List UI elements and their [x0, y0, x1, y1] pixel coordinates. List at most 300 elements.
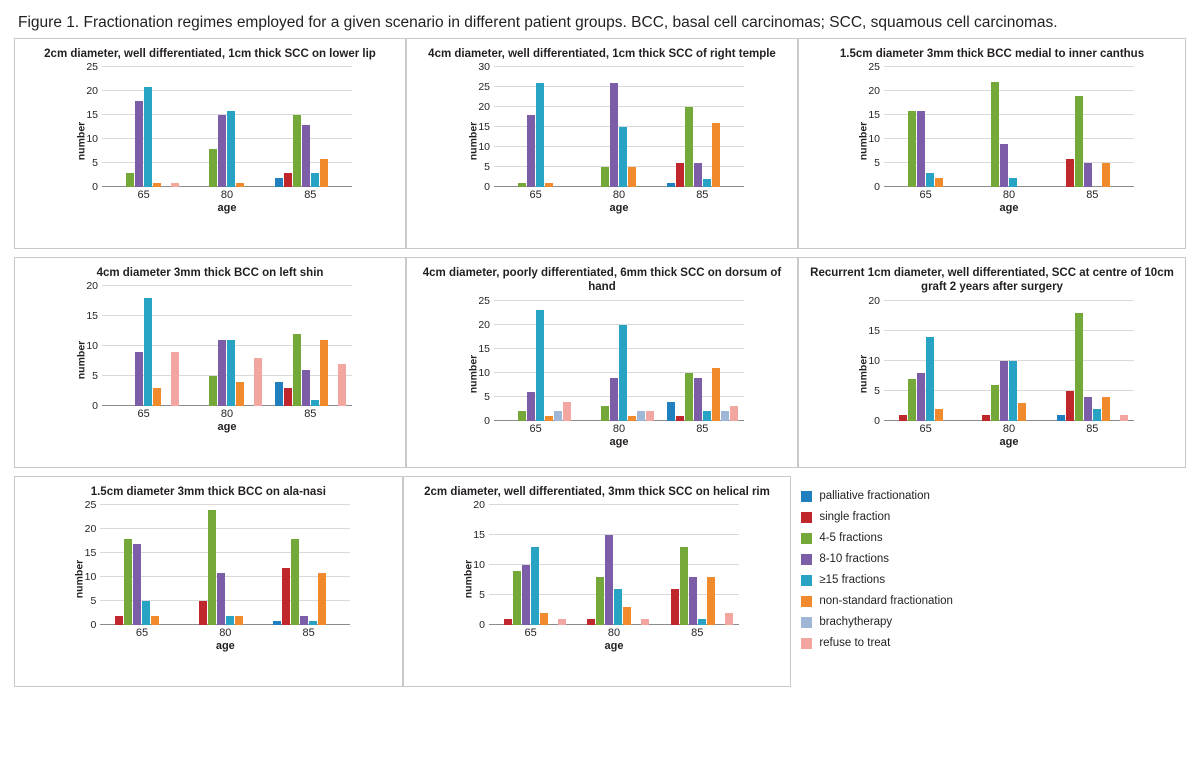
bar — [707, 577, 715, 625]
legend-swatch-icon — [801, 638, 812, 649]
legend-swatch-icon — [801, 596, 812, 607]
y-axis-label: number — [75, 340, 88, 380]
bar-group — [269, 286, 352, 406]
bar — [982, 415, 990, 421]
bar — [284, 173, 292, 187]
bar — [917, 111, 925, 188]
bar — [667, 402, 675, 421]
bar — [293, 334, 301, 406]
y-axis-label: number — [467, 121, 480, 161]
x-tick-labels — [494, 423, 744, 435]
bar — [311, 173, 319, 187]
legend-label: 4-5 fractions — [819, 532, 883, 544]
bar — [545, 416, 553, 421]
chart-panel-0 — [14, 38, 406, 249]
x-tick-label: 65 — [919, 422, 932, 435]
bar — [554, 411, 562, 421]
bar — [254, 358, 262, 406]
chart-legend — [791, 476, 1186, 687]
bar — [227, 111, 235, 188]
chart-panel-7 — [403, 476, 792, 687]
bar-group — [494, 67, 577, 187]
x-axis-label: age — [999, 435, 1019, 448]
bar — [596, 577, 604, 625]
plot-area — [84, 499, 350, 632]
bar — [694, 163, 702, 187]
y-tick-label: 25 — [86, 61, 98, 74]
chart-panel-3 — [14, 257, 406, 468]
y-tick-label: 5 — [90, 595, 97, 608]
bar — [926, 173, 934, 187]
bar — [171, 183, 179, 188]
bar — [217, 573, 225, 626]
y-tick-label: 0 — [92, 400, 98, 413]
bar — [309, 621, 317, 626]
legend-item-5 — [801, 595, 1186, 607]
y-tick-label: 0 — [484, 414, 490, 427]
bar — [273, 621, 281, 626]
bar — [587, 619, 595, 625]
bar — [1000, 144, 1008, 187]
y-axis-label: number — [462, 559, 475, 599]
x-tick-label: 80 — [219, 627, 232, 640]
x-tick-label: 80 — [612, 422, 626, 435]
x-tick-labels — [102, 408, 352, 420]
x-tick-labels — [884, 189, 1134, 201]
y-tick-label: 20 — [86, 85, 98, 98]
y-tick-label: 15 — [473, 529, 485, 542]
bar — [1000, 361, 1008, 421]
bar — [144, 298, 152, 406]
legend-label: palliative fractionation — [819, 490, 930, 502]
bar — [991, 82, 999, 188]
bar-group — [102, 67, 185, 187]
bar — [235, 616, 243, 626]
y-tick-label: 5 — [92, 370, 98, 383]
bar — [1120, 415, 1128, 421]
bar — [637, 411, 645, 421]
bar — [628, 416, 636, 421]
bar-group — [661, 67, 744, 187]
legend-item-1 — [801, 511, 1186, 523]
x-tick-label: 80 — [220, 408, 234, 421]
bar — [908, 111, 916, 188]
y-tick-label: 0 — [874, 181, 880, 194]
bar — [558, 619, 566, 625]
y-tick-label: 15 — [478, 121, 490, 134]
x-tick-label: 85 — [1086, 422, 1099, 435]
chart-panel-5 — [798, 257, 1186, 468]
bar — [171, 352, 179, 406]
x-tick-label: 80 — [612, 189, 626, 202]
bar — [293, 115, 301, 187]
bar — [124, 539, 132, 625]
y-tick-label: 0 — [92, 181, 98, 194]
bar — [142, 601, 150, 625]
bar — [151, 616, 159, 626]
bar-groups — [494, 301, 744, 421]
bar — [694, 378, 702, 421]
y-tick-label: 5 — [874, 157, 880, 170]
bar — [619, 325, 627, 421]
y-axis-label: number — [467, 354, 480, 394]
bar — [926, 337, 934, 421]
y-axis-label: number — [857, 121, 870, 161]
bar — [527, 392, 535, 421]
bar-group — [102, 286, 185, 406]
bar-groups — [494, 67, 744, 187]
y-tick-label: 0 — [90, 619, 97, 632]
x-tick-label: 65 — [919, 189, 932, 202]
x-axis-label: age — [217, 202, 237, 215]
bar — [300, 616, 308, 626]
bar-groups — [884, 67, 1134, 187]
bar — [935, 178, 943, 188]
bar-groups — [489, 505, 739, 625]
plot-area — [868, 294, 1134, 427]
bar — [302, 125, 310, 187]
x-axis-label: age — [604, 640, 624, 653]
bar — [1018, 403, 1026, 421]
y-tick-label: 20 — [473, 499, 485, 512]
x-tick-label: 85 — [696, 422, 709, 435]
bar — [667, 183, 675, 187]
x-tick-labels — [884, 423, 1134, 435]
plot-area — [473, 499, 739, 632]
y-tick-label: 10 — [86, 340, 98, 353]
bar-group — [494, 301, 577, 421]
x-tick-label: 80 — [607, 627, 621, 640]
x-tick-label: 85 — [304, 189, 317, 202]
bar — [899, 415, 907, 421]
x-tick-labels — [100, 627, 350, 639]
y-tick-label: 25 — [478, 294, 490, 307]
bar — [601, 167, 609, 187]
plot-area — [868, 61, 1134, 194]
y-tick-label: 10 — [478, 141, 490, 154]
bar — [703, 179, 711, 187]
bar-group — [884, 67, 967, 187]
bar — [282, 568, 290, 626]
bar — [730, 406, 738, 420]
bar — [685, 373, 693, 421]
bar-group — [185, 67, 268, 187]
bar — [209, 376, 217, 406]
bar — [540, 613, 548, 625]
bar — [1057, 415, 1065, 421]
y-tick-label: 15 — [84, 547, 97, 560]
bar-groups — [884, 301, 1134, 421]
legend-item-2 — [801, 532, 1186, 544]
bar — [698, 619, 706, 625]
bar — [628, 167, 636, 187]
plot-area — [86, 280, 352, 413]
y-tick-label: 10 — [86, 133, 98, 146]
bar — [917, 373, 925, 421]
bar-groups — [102, 286, 352, 406]
y-tick-label: 5 — [484, 390, 490, 403]
bar-group — [489, 505, 572, 625]
bar-group — [100, 505, 183, 625]
legend-item-4 — [801, 574, 1186, 586]
bar-groups — [100, 505, 350, 625]
y-tick-label: 15 — [86, 109, 98, 122]
bar-group — [184, 505, 267, 625]
x-tick-label: 80 — [1002, 189, 1016, 202]
bar — [1009, 178, 1017, 188]
legend-label: non-standard fractionation — [819, 595, 953, 607]
bar — [536, 83, 544, 187]
chart-panel-1 — [406, 38, 798, 249]
bar — [725, 613, 733, 625]
bar — [721, 411, 729, 421]
y-tick-label: 10 — [473, 559, 485, 572]
bar — [275, 382, 283, 406]
x-tick-labels — [494, 189, 744, 201]
bar — [531, 547, 539, 625]
y-tick-label: 25 — [868, 61, 880, 74]
bar — [522, 565, 530, 625]
y-tick-label: 10 — [868, 354, 880, 367]
bar — [991, 385, 999, 421]
bar — [302, 370, 310, 406]
bar — [320, 159, 328, 188]
bar — [676, 416, 684, 421]
bar — [619, 127, 627, 187]
x-tick-label: 65 — [137, 189, 150, 202]
bar-group — [1051, 67, 1134, 187]
bar — [605, 535, 613, 625]
bar-group — [572, 505, 655, 625]
y-tick-label: 20 — [84, 523, 97, 536]
y-tick-label: 10 — [478, 366, 490, 379]
bar — [1102, 397, 1110, 421]
x-tick-label: 65 — [524, 627, 537, 640]
legend-label: refuse to treat — [819, 637, 891, 649]
x-tick-label: 85 — [302, 627, 315, 640]
bar — [601, 406, 609, 420]
bar — [712, 368, 720, 421]
x-axis-label: age — [609, 435, 629, 448]
bar-group — [656, 505, 739, 625]
legend-item-6 — [801, 616, 1186, 628]
bar — [685, 107, 693, 187]
x-tick-label: 85 — [304, 408, 317, 421]
x-axis-label: age — [215, 640, 235, 653]
bar — [311, 400, 319, 406]
bar — [563, 402, 571, 421]
bar — [641, 619, 649, 625]
bar-group — [884, 301, 967, 421]
chart-title: 2cm diameter, well differentiated, 3mm thick SCC on helical rim — [424, 486, 770, 498]
bar — [1075, 313, 1083, 421]
x-tick-label: 65 — [137, 408, 150, 421]
bar — [646, 411, 654, 421]
y-tick-label: 0 — [479, 619, 485, 632]
y-tick-label: 20 — [868, 85, 880, 98]
panel-row-2 — [14, 257, 1186, 468]
bar-group — [577, 67, 660, 187]
chart-title: Recurrent 1cm diameter, well differentiated, SCC at centre of 10cm graft 2 years after surgery — [810, 267, 1174, 294]
legend-item-7 — [801, 637, 1186, 649]
bar — [209, 149, 217, 187]
bar — [545, 183, 553, 187]
bar — [153, 183, 161, 188]
y-tick-label: 5 — [479, 589, 485, 602]
bar — [610, 378, 618, 421]
legend-swatch-icon — [801, 491, 812, 502]
bar — [218, 340, 226, 406]
bar — [935, 409, 943, 421]
bar-group — [577, 301, 660, 421]
bar — [536, 310, 544, 420]
bar — [680, 547, 688, 625]
x-tick-label: 65 — [529, 422, 542, 435]
x-tick-labels — [489, 627, 739, 639]
chart-title: 4cm diameter, well differentiated, 1cm thick SCC of right temple — [428, 48, 776, 60]
x-tick-label: 85 — [1086, 189, 1099, 202]
x-tick-labels — [102, 189, 352, 201]
bar-group — [267, 505, 350, 625]
bar — [218, 115, 226, 187]
y-tick-label: 5 — [484, 161, 490, 174]
bar — [712, 123, 720, 187]
plot-area — [86, 61, 352, 194]
y-axis-label: number — [73, 559, 86, 599]
x-axis-label: age — [217, 421, 237, 434]
y-tick-label: 30 — [478, 61, 490, 74]
y-tick-label: 0 — [874, 414, 880, 427]
chart-title: 1.5cm diameter 3mm thick BCC on ala-nasi — [90, 486, 326, 498]
plot-region — [60, 280, 360, 434]
x-tick-label: 80 — [220, 189, 234, 202]
bar — [135, 352, 143, 406]
bar — [703, 411, 711, 421]
chart-title: 4cm diameter, poorly differentiated, 6mm thick SCC on dorsum of hand — [422, 267, 782, 294]
legend-label: 8-10 fractions — [819, 553, 889, 565]
y-axis-label: number — [857, 354, 870, 394]
legend-swatch-icon — [801, 575, 812, 586]
bar — [153, 388, 161, 406]
bar — [318, 573, 326, 626]
bar — [135, 101, 143, 187]
bar — [614, 589, 622, 625]
bar — [504, 619, 512, 625]
bar — [1102, 163, 1110, 187]
bar — [227, 340, 235, 406]
legend-item-3 — [801, 553, 1186, 565]
y-tick-label: 5 — [874, 384, 880, 397]
bar — [610, 83, 618, 187]
bar-group — [661, 301, 744, 421]
bar — [144, 87, 152, 188]
chart-panel-6 — [14, 476, 403, 687]
bar-group — [185, 286, 268, 406]
bar — [1075, 96, 1083, 187]
legend-swatch-icon — [801, 554, 812, 565]
chart-panel-2 — [798, 38, 1186, 249]
plot-region — [452, 61, 752, 215]
bar-group — [967, 301, 1050, 421]
panel-row-1 — [14, 38, 1186, 249]
bar — [527, 115, 535, 187]
bar — [1066, 391, 1074, 421]
legend-item-0 — [801, 490, 1186, 502]
bar — [518, 183, 526, 187]
bar — [689, 577, 697, 625]
legend-label: brachytherapy — [819, 616, 893, 628]
x-axis-label: age — [609, 202, 629, 215]
bar — [671, 589, 679, 625]
bar — [284, 388, 292, 406]
bar — [236, 183, 244, 188]
x-tick-label: 85 — [691, 627, 704, 640]
panel-row-3 — [14, 476, 1186, 687]
bar-group — [269, 67, 352, 187]
legend-swatch-icon — [801, 533, 812, 544]
bar — [623, 607, 631, 625]
bar — [320, 340, 328, 406]
y-tick-label: 25 — [84, 499, 97, 512]
bar — [518, 411, 526, 421]
bar — [115, 616, 123, 626]
bar — [513, 571, 521, 625]
plot-region — [60, 61, 360, 215]
plot-region — [58, 499, 358, 653]
chart-title: 1.5cm diameter 3mm thick BCC medial to inner canthus — [839, 48, 1145, 60]
chart-panel-4 — [406, 257, 798, 468]
y-tick-label: 15 — [478, 342, 490, 355]
bar — [275, 178, 283, 188]
legend-swatch-icon — [801, 512, 812, 523]
plot-region — [447, 499, 747, 653]
y-tick-label: 15 — [868, 324, 880, 337]
bar-group — [1051, 301, 1134, 421]
bar — [199, 601, 207, 625]
bar — [208, 510, 216, 625]
legend-label: single fraction — [819, 511, 891, 523]
figure-body — [0, 38, 1200, 687]
y-tick-label: 15 — [868, 109, 880, 122]
bar — [1084, 397, 1092, 421]
plot-area — [478, 294, 744, 427]
chart-title: 2cm diameter, well differentiated, 1cm thick SCC on lower lip — [44, 48, 376, 60]
bar — [676, 163, 684, 187]
bar — [126, 173, 134, 187]
y-tick-label: 20 — [86, 280, 98, 293]
bar — [226, 616, 234, 626]
x-tick-label: 80 — [1002, 422, 1016, 435]
x-tick-label: 65 — [135, 627, 149, 640]
bar — [1084, 163, 1092, 187]
bar — [291, 539, 299, 625]
bar — [908, 379, 916, 421]
y-tick-label: 20 — [478, 101, 490, 114]
bar — [236, 382, 244, 406]
legend-label: ≥15 fractions — [819, 574, 886, 586]
y-tick-label: 25 — [478, 81, 490, 94]
plot-region — [842, 61, 1142, 215]
y-tick-label: 5 — [92, 157, 98, 170]
y-tick-label: 10 — [868, 133, 880, 146]
y-tick-label: 10 — [84, 571, 97, 584]
y-tick-label: 15 — [86, 310, 98, 323]
x-axis-label: age — [999, 202, 1019, 215]
x-tick-label: 65 — [529, 189, 542, 202]
y-tick-label: 0 — [484, 181, 490, 194]
plot-area — [478, 61, 744, 194]
y-tick-label: 20 — [478, 318, 490, 331]
